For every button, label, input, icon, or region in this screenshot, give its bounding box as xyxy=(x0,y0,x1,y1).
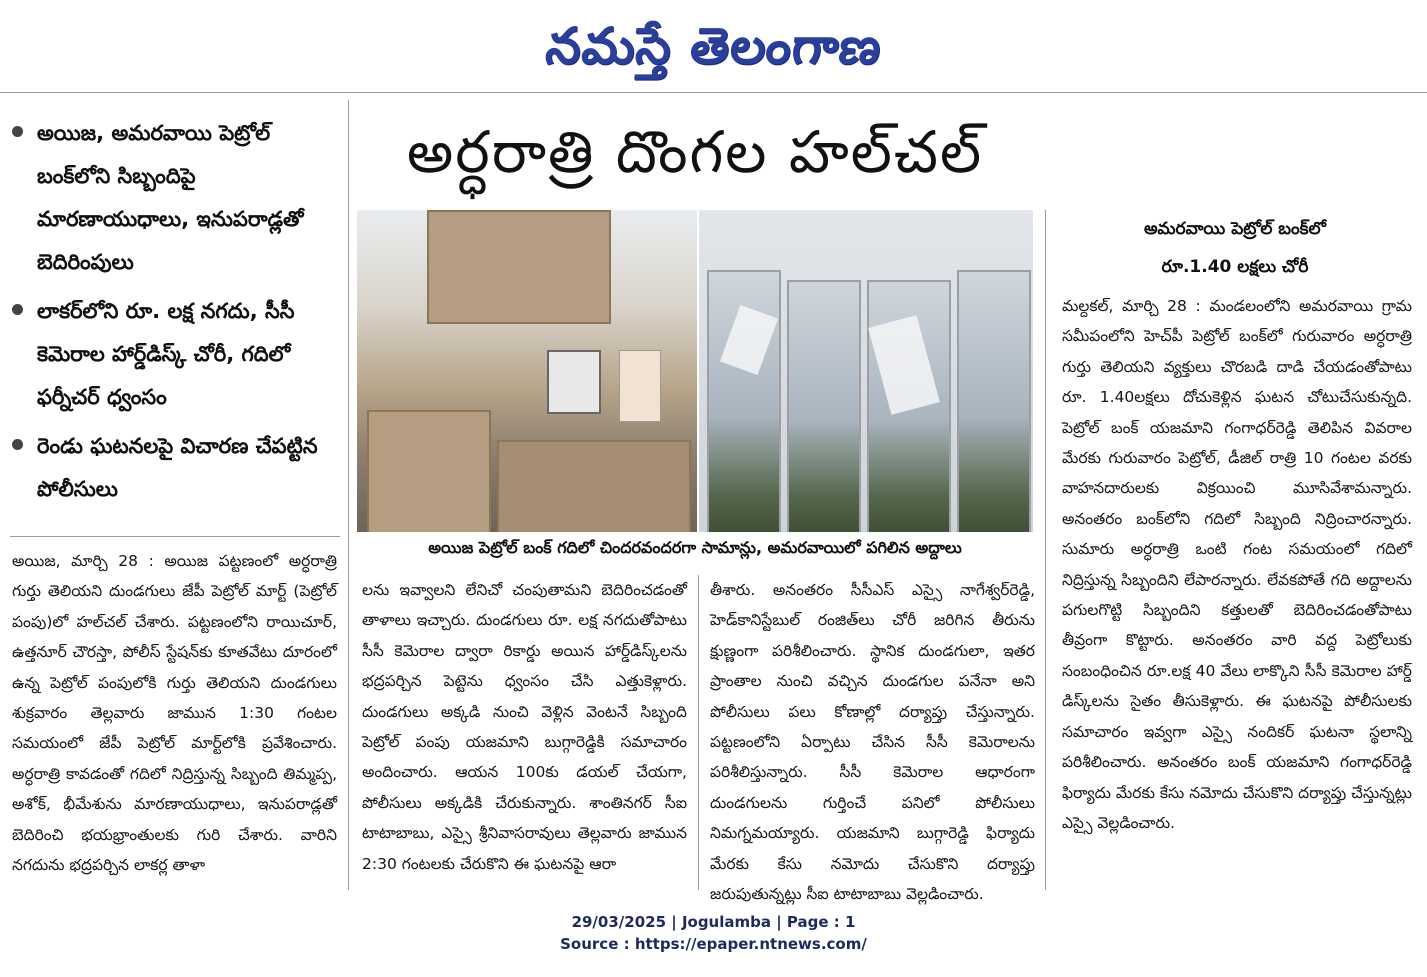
footer xyxy=(0,911,1427,955)
column-divider xyxy=(1045,210,1046,890)
bullet-icon xyxy=(12,439,23,450)
main-story-column-3 xyxy=(710,575,1035,909)
calendar-shape xyxy=(619,350,661,422)
locker-box-shape xyxy=(547,350,601,414)
counter-shape xyxy=(367,410,491,532)
masthead xyxy=(0,4,1427,88)
bullet-text: లాకర్‌లోని రూ. లక్ష నగదు, సీసీ కెమెరాల హార్డ్‌డిస్క్ చోరీ, గదిలో ఫర్నీచర్ ధ్వంసం xyxy=(37,299,295,409)
broken-window-photo xyxy=(699,210,1033,532)
bullet-icon xyxy=(12,304,23,315)
bullet-divider xyxy=(10,536,340,537)
footer-source-link[interactable]: Source : https://epaper.ntnews.com/ xyxy=(560,935,867,953)
side-heading-line1: అమరవాయి పెట్రోల్ బంక్‌లో xyxy=(1143,219,1327,239)
side-story-body xyxy=(1062,291,1412,838)
bullet-text: అయిజ, అమరవాయి పెట్రోల్ బంక్‌లోని సిబ్బందిపై మారణాయుధాలు, ఇనుపరాడ్లతో బెదిరింపులు xyxy=(37,121,304,274)
bullet-item xyxy=(12,112,342,284)
bullet-item xyxy=(12,290,342,419)
headline: అర్ధరాత్రి దొంగల హల్‌చల్ xyxy=(406,118,984,186)
cabinet-shape xyxy=(427,210,611,324)
main-story-column-1 xyxy=(12,546,337,880)
window-pane xyxy=(787,280,861,532)
bullet-item xyxy=(12,425,342,511)
newspaper-title: నమస్తే తెలంగాణ xyxy=(542,17,885,75)
petrol-bunk-room-photo xyxy=(357,210,697,532)
highlight-bullets xyxy=(12,112,342,517)
photo-caption: అయిజ పెట్రోల్ బంక్ గదిలో చిందరవందరగా సామాన్లు, అమరవాయిలో పగిలిన అద్దాలు xyxy=(357,533,1033,563)
desk-shape xyxy=(497,440,691,532)
side-story-heading xyxy=(1050,210,1420,286)
main-story-column-2 xyxy=(362,575,687,879)
side-story-text: మల్దకల్, మార్చి 28 : మండలంలోని అమరవాయి గ్రామ సమీపంలోని హెచ్‌పీ పెట్రోల్ బంక్‌లో గురువారం అర్ధరాత్రి గుర్తు తెలియని వ్యక్తులు చొరబడి దాడి చేయడంతోపాటు రూ. 1.40లక్షలు దోచుకెళ్లిన ఘటన చోటుచేసుకున్నది. పెట్రోల్ బంక్ యజమాని గంగాధర్‌రెడ్డి తెలిపిన వివరాల మేరకు గురువారం పెట్రోల్, డీజిల్ రాత్రి 10 గంటల వరకు వాహనదారులకు విక్రయించి మూసివేశామన్నారు. అనంతరం బంక్‌లోని గదిలో సిబ్బంది నిద్రించారన్నారు. సుమారు అర్ధరాత్రి ఒంటి గంట సమయంలో గదిలో నిద్రిస్తున్న సిబ్బందిని లేపారన్నారు. లేవకపోతే గది అద్దాలను పగులగొట్టి సిబ్బందిని కత్తులతో బెదిరించడంతోపాటు తీవ్రంగా కొట్టారు. అనంతరం వారి వద్ద పెట్రోలుకు సంబంధించిన రూ.లక్ష 40 వేలు లాక్కొని సీసీ కెమెరాల హార్డ్ డిస్క్‌లను సైతం తీసుకెళ్లారు. ఈ ఘటనపై పోలీసులకు సమాచారం ఇవ్వగా ఎస్సై నందికర్ ఘటనా స్థలాన్ని పరిశీలించారు. అనంతరం బంక్ యజమాని గంగాధర్‌రెడ్డి ఫిర్యాదు మేరకు కేసు నమోదు చేసుకొని దర్యాప్తు చేస్తున్నట్లు ఎస్సై వెల్లడించారు. xyxy=(1062,297,1412,832)
masthead-divider xyxy=(0,92,1427,93)
side-heading-line2: రూ.1.40 లక్షలు చోరీ xyxy=(1161,257,1309,277)
main-story-text: లను ఇవ్వాలని లేనిచో చంపుతామని బెదిరించడంతో తాళాలు ఇచ్చారు. దుండగులు రూ. లక్ష నగదుతోపాటు సీసీ కెమెరాల ద్వారా రికార్డు అయిన హార్డ్‌డిస్క్‌లను భద్రపర్చిన పెట్టెను ధ్వంసం చేసి ఎత్తుకెళ్లారు. దుండగులు అక్కడి నుంచి వెళ్లిన వెంటనే సిబ్బంది పెట్రోల్ పంపు యజమాని బుగ్గారెడ్డికి సమాచారం అందించారు. ఆయన 100కు డయల్ చేయగా, పోలీసులు అక్కడికి చేరుకున్నారు. శాంతినగర్ సీఐ టాటాబాబు, ఎస్సై శ్రీనివాసరావులు తెల్లవారు జామున 2:30 గంటలకు చేరుకొని ఈ ఘటనపై ఆరా xyxy=(362,581,687,873)
window-pane xyxy=(957,270,1031,532)
bullet-icon xyxy=(12,126,23,137)
bullet-text: రెండు ఘటనలపై విచారణ చేపట్టిన పోలీసులు xyxy=(37,434,318,501)
footer-edition-info: 29/03/2025 | Jogulamba | Page : 1 xyxy=(571,913,856,931)
main-story-text: తీశారు. అనంతరం సీసీఎస్ ఎస్సై నాగేశ్వర్‌రెడ్డి, హెడ్‌కానిస్టేబుల్ రంజిత్‌లు చోరీ జరిగిన తీరును క్షుణ్ణంగా పరిశీలించారు. స్థానిక దుండగులా, ఇతర ప్రాంతాల నుంచి వచ్చిన దుండగుల పనేనా అని పోలీసులు పలు కోణాల్లో దర్యాప్తు చేస్తున్నారు. పట్టణంలోని ఏర్పాటు చేసిన సీసీ కెమెరాలను పరిశీలిస్తున్నారు. సీసీ కెమెరాల ఆధారంగా దుండగులను గుర్తించే పనిలో పోలీసులు నిమగ్నమయ్యారు. యజమాని బుగ్గారెడ్డి ఫిర్యాదు మేరకు కేసు నమోదు చేసుకొని దర్యాప్తు జరుపుతున్నట్లు సీఐ టాటాబాబు వెల్లడించారు. xyxy=(710,581,1035,904)
column-divider xyxy=(348,100,349,890)
main-story-text: అయిజ, మార్చి 28 : అయిజ పట్టణంలో అర్ధరాత్రి గుర్తు తెలియని దుండగులు జేపీ పెట్రోల్ మార్ట్ (పెట్రోల్ పంపు)లో హల్‌చల్ చేశారు. పట్టణంలోని రాయిచూర్, ఉత్తనూర్ చౌరస్తా, పోలీస్ స్టేషన్‌కు కూతవేటు దూరంలో ఉన్న పెట్రోల్ పంపులోకి గుర్తు తెలియని దుండగులు శుక్రవారం తెల్లవారు జామున 1:30 గంటల సమయంలో జేపీ పెట్రోల్ మార్ట్‌లోకి ప్రవేశించారు. అర్ధరాత్రి కావడంతో గదిలో నిద్రిస్తున్న సిబ్బంది తిమ్మప్ప, అశోక్, భీమేశును మారణాయుధాలు, ఇనుపరాడ్లతో బెదిరించి భయభ్రాంతులకు గురి చేశారు. వారిని నగదును భద్రపర్చిన లాకర్ల తాళా xyxy=(12,552,337,875)
column-divider xyxy=(698,575,699,890)
